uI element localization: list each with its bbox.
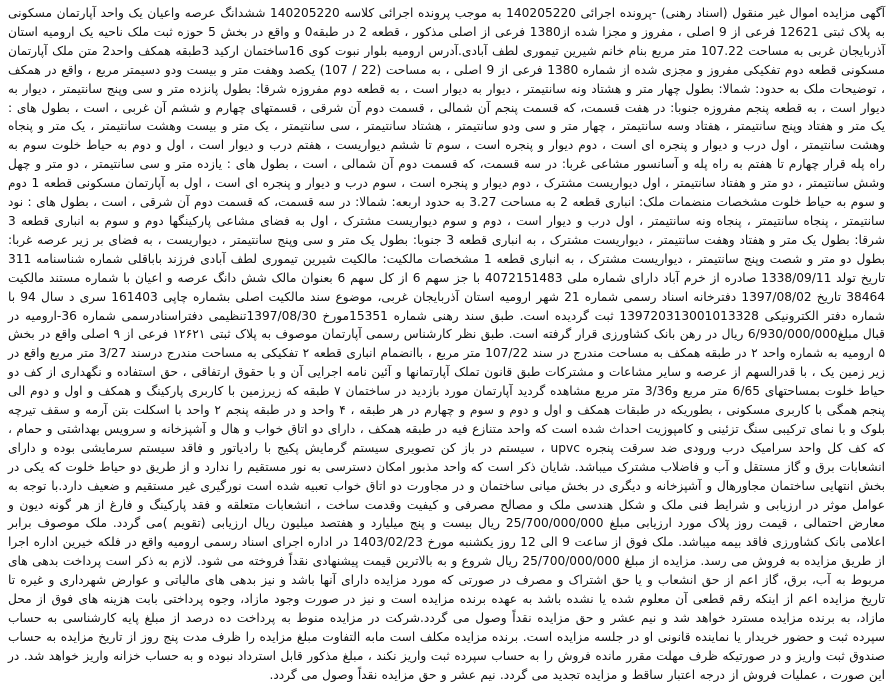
auction-notice-text: آگهی مزایده اموال غیر منقول (اسناد رهنی) -پرونده اجرائی 140205220 به موجب پرونده اجرائی کلاسه 140205220 ششدانگ عرصه واعیان یک واحد آپارتمان مسکونی به پلاک ثبتی 12621 فرعی از 9 اصلی ، مفروز و مجزا شده از1380 فرعی از اصلی مذکور ، قطعه 2 در طبقه0 و واقع در بخش 5 حوزه ثبت ملک ناحیه یک ارومیه استان آذربایجان غربی به مساحت 107.22 متر مربع بنام خانم شیرین تیموری لطف آبادی.آدرس ارومیه بلوار نبوت کوی 16ساختمان ارکید 3طبقه همکف واحد2 متن ملک آپارتمان مسکونی قطعه دوم تفکیکی مفروز و مجزی شده از شماره 1380 فرعی از 9 اصلی ، به مساحت (22 / 107) یکصد وهفت متر و بیست ودو دسیمتر مربع ، واقع در همکف ، توضیحات ملک به حدود: شمالا: بطول چهار متر و هشتاد ونه سانتیمتر ، دیوار به دیوار است ، به قطعه دوم مفروزه شرقا: بطول پانزده متر و سی وپنج سانتیمتر ، دیوار به دیوار است ، به قطعه پنجم مفروزه جنوبا: در هفت قسمت، که قسمت پنجم آن شمالی ، قسمت دوم آن شرقی ، قسمتهای چهارم و ششم آن غربی ، است ، بطول های : یک متر و هفتاد وپنج سانتیمتر ، هفتاد وسه سانتیمتر ، چهار متر و سی ودو سانتیمتر ، هشتاد سانتیمتر ، سی سانتیمتر ، یک متر و بیست وهشت سانتیمتر ، یک متر و پنجاه وهشت سانتیمتر ، اول درب و دیوار و پنجره ای است ، دوم دیوار و پنجره است ، سوم تا ششم دیواریست ، هفتم درب و دیوار است ، اول و دوم به حیاط خلوت سوم به راه پله قرار چهارم تا هفتم به راه پله و آسانسور مشاعی غربا: در سه قسمت، که قسمت دوم آن شمالی ، است ، بطول های : یازده متر و سی سانتیمتر ، دو متر و چهل وشش سانتیمتر ، دو متر و هفتاد سانتیمتر ، اول دیواریست مشترک ، دوم دیوار و پنجره است ، سوم درب و دیوار و پنجره ای است ، اول به آپارتمان مسکونی قطعه 1 دوم و سوم به حیاط خلوت مشخصات منضمات ملک: انباری قطعه 2 به مساحت 3.27 به حدود اربعه: شمالا: در سه قسمت، که قسمت دوم آن شرقی ، است ، بطول های : نود سانتیمتر ، پنجاه سانتیمتر ، پنجاه ونه سانتیمتر ، اول درب و دیوار است ، دوم و سوم دیواریست مشترک ، اول به فضای مشاعی پارکینگها دوم و سوم به انباری قطعه 3 شرقا: بطول یک متر و هفتاد وهفت سانتیمتر ، دیواریست مشترک ، به انباری قطعه 3 جنوبا: بطول یک متر و سی وپنج سانتیمتر ، دیواریست ، به فضای بر زیر عرصه غربا: بطول دو متر و شصت وپنج سانتیمتر ، دیواریست مشترک ، به انباری قطعه 1 مشخصات مالکیت: مالکیت شیرین تیموری لطف آبادی فرزند باباقلی شماره شناسنامه 311 تاریخ تولد 1338/09/11 صادره از خرم آباد دارای شماره ملی 4072151483 با جز سهم 6 از کل سهم 6 بعنوان مالک شش دانگ عرصه و اعیان با شماره مستند مالکیت 38464 تاریخ 1397/08/02 دفترخانه اسناد رسمی شماره 21 شهر ارومیه استان آذربایجان غربی، موضوع سند مالکیت اصلی بشماره چاپی 161403 سری د سال 94 با شماره دفتر الکترونیکی 139720313001013328 ثبت گردیده است. طبق سند رهنی شماره 15351مورخ 1397/08/30تنظیمی دفتراسنادرسمی شماره 36-ارومیه در قبال مبلغ6/930/000/000 ریال در رهن بانک کشاورزی قرار گرفته است. طبق نظر کارشناس رسمی آپارتمان موصوف به پلاک ثبتی ۱۲۶۲۱ فرعی از ۹ اصلی واقع در بخش ۵ ارومیه به شماره واحد ۲ در طبقه همکف به مساحت مندرج در سند 107/22 متر مربع ، باانضمام انباری قطعه ۲ تفکیکی به مساحت مندرج درسند 3/27 متر مربع واقع در زیر زمین یک ، با قدرالسهم از عرصه و سایر مشاعات و مشترکات طبق قانون تملک آپارتمانها و آئین نامه اجرایی آن و با حقوق ارتفاقی ، حق استفاده و نگهداری از کف دو حیاط خلوت بمساحتهای 6/65 متر مربع و3/36 متر مربع مشاهده گردید آپارتمان مورد بازدید در ساختمان ۷ طبقه که زیرزمین با کاربری پارکینگ و همکف و اول و دوم الی پنجم همگی با کاربری مسکونی ، بطوریکه در طبقات همکف و اول و دوم و سوم و چهارم در هر طبقه ، ۴ واحد و در طبقه پنجم ۲ واحد با اسکلت بتن آرمه و سقف تیرچه بلوک و با نمای ترکیبی سنگ تزئینی و کامپوزیت احداث شده است که واحد متنازع فیه در طبقه همکف ، دارای دو اتاق خواب و هال و آشپزخانه و سرویس بهداشتی و حمام ، که کف کل واحد سرامیک درب ورودی ضد سرقت پنجره upvc ، سیستم در باز کن تصویری سیستم گرمایش پکیج با رادیاتور و فاقد سیستم سرمایشی بوده و دارای انشعابات برق و گاز مستقل و آب و فاضلاب مشترک میباشد. شایان ذکر است که واحد مذبور امکان دسترسی به نور مستقیم را ندارد و از طریق دو حیاط خلوت که یکی در بخش انتهایی ساختمان مجاورهال و آشپزخانه و دیگری در بخش میانی ساختمان و در مجاورت دو اتاق خواب تعبیه شده است نورگیری غیر مستقیم و ضعیف دارد.با توجه به عوامل موثر در ارزیابی و شرایط فنی ملک و شکل هندسی ملک و مصالح مصرفی و کیفیت وقدمت ساخت ، انشعابات متعلقه و فقد پارکینگ و فارغ از هر گونه دیون و معارض احتمالی ، قیمت روز پلاک مورد ارزیابی مبلغ 25/700/000/000 ریال بیست و پنج میلیارد و هفتصد میلیون ریال ارزیابی (تقویم )می گردد. ملک موصوف برابر اعلامی بانک کشاورزی فاقد بیمه میباشد. ملک فوق از ساعت 9 الی 12 روز یکشنبه مورخ 1403/02/23 در اداره اجرای اسناد رسمی ارومیه واقع در فلکه خیرین اداره اجرا از طریق مزایده به فروش می رسد. مزایده از مبلغ 25/700/000/000 ریال شروع و به بالاترین قیمت پیشنهادی نقداً فروخته می شود. لازم به ذکر است پرداخت بدهی های مربوط به آب، برق، گاز اعم از حق انشعاب و یا حق اشتراک و مصرف در صورتی که مورد مزایده دارای آنها باشد و نیز بدهی های مالیاتی و عوارض شهرداری و غیره تا تاریخ مزایده اعم از اینکه رقم قطعی آن معلوم شده یا نشده باشد به عهده برنده مزایده است و نیز در صورت وجود مازاد، وجوه پرداختی بابت هزینه های فوق از محل مازاد، به برنده مزایده مسترد خواهد شد و نیم عشر و حق مزایده نقداً وصول می گردد.شرکت در مزایده منوط به پرداخت ده درصد از مبلغ پایه کارشناسی به حساب سپرده ثبت و حضور خریدار یا نماینده قانونی او در جلسه مزایده است. برنده مزایده مکلف است مابه التفاوت مبلغ مزایده را ظرف مدت پنج روز از تاریخ مزایده به حساب صندوق ثبت واریز و در صورتیکه ظرف مهلت مقرر مانده فروش را به حساب سپرده ثبت واریز نکند ، مبلغ مذکور قابل استرداد نبوده و به حساب خزانه واریز خواهد شد. در این صورت ، عملیات فروش از درجه اعتبار ساقط و مزایده تجدید می گردد. نیم عشر و حق مزایده نقداً وصول می گردد. (8, 6, 886, 682)
